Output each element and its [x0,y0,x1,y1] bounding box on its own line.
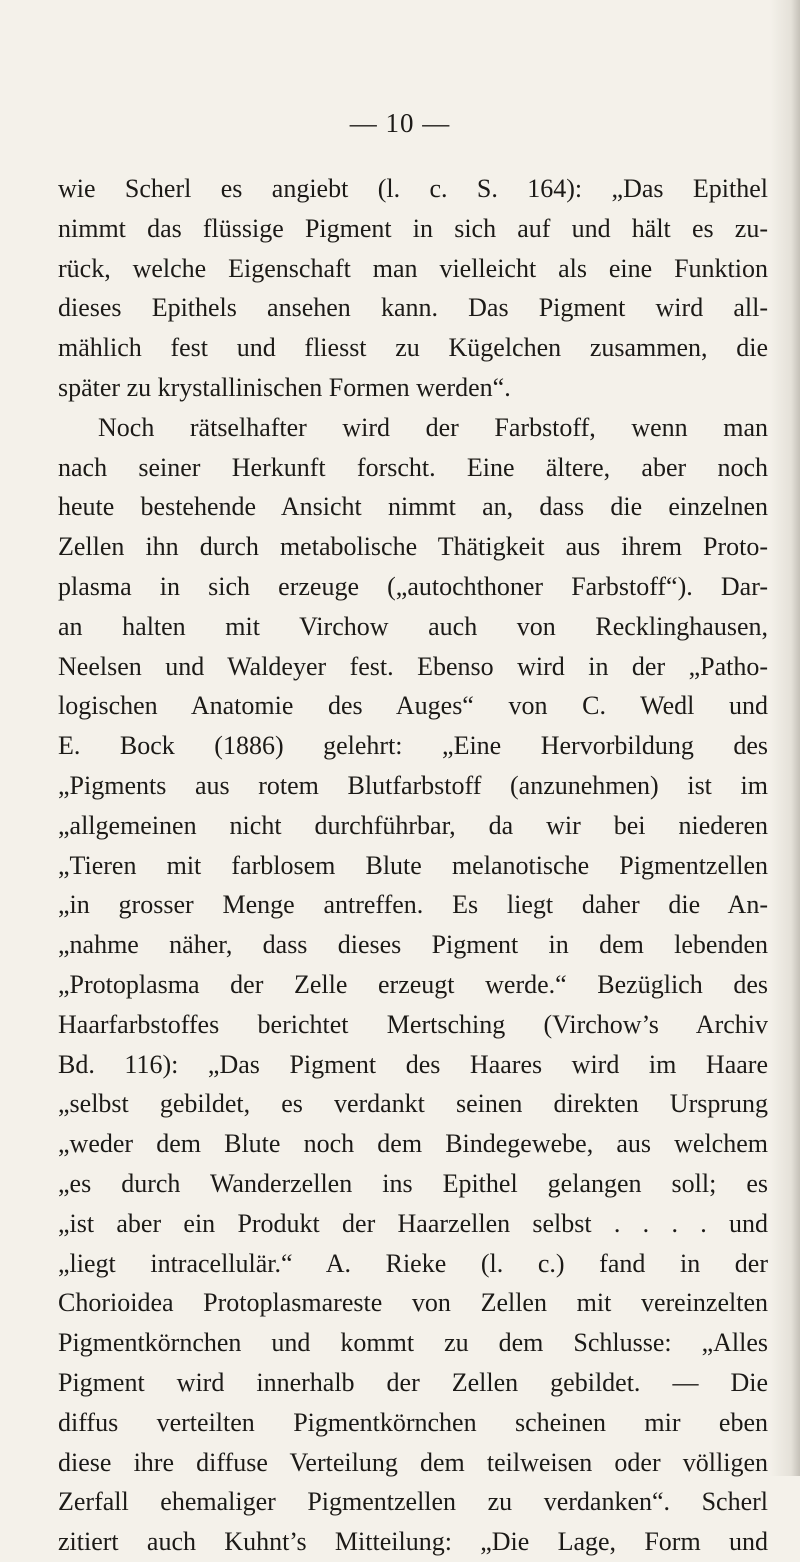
text-line: „ist aber ein Produkt der Haarzellen selbst . . . . und [58,1208,768,1238]
text-line: E. Bock (1886) gelehrt: „Eine Hervorbildung des [58,731,768,761]
text-line: rück, welche Eigenschaft man vielleicht als eine Funktion [58,253,768,283]
text-line: plasma in sich erzeuge („autochthoner Farbstoff“). Dar- [58,571,768,601]
body-text [58,169,768,1562]
page-edge-shadow [770,0,800,1476]
text-line: „in grosser Menge antreffen. Es liegt daher die An- [58,890,768,920]
text-line: „selbst gebildet, es verdankt seinen direkten Ursprung [58,1089,768,1119]
text-line: Zerfall ehemaliger Pigmentzellen zu verdanken“. Scherl [58,1487,768,1517]
text-line: zitiert auch Kuhnt’s Mitteilung: „Die Lage, Form und [58,1527,768,1557]
text-line: Bd. 116): „Das Pigment des Haares wird im Haare [58,1049,768,1079]
text-line: Zellen ihn durch metabolische Thätigkeit aus ihrem Proto- [58,532,768,562]
text-line: Chorioidea Protoplasmareste von Zellen mit vereinzelten [58,1288,768,1318]
text-line: an halten mit Virchow auch von Recklinghausen, [58,611,768,641]
page-number: — 10 — [349,108,451,138]
text-line: logischen Anatomie des Auges“ von C. Wedl und [58,691,768,721]
text-line: heute bestehende Ansicht nimmt an, dass die einzelnen [58,492,768,522]
text-line: Neelsen und Waldeyer fest. Ebenso wird in der „Patho- [58,651,768,681]
text-line: Pigment wird innerhalb der Zellen gebildet. — Die [58,1367,768,1397]
text-line: mählich fest und fliesst zu Kügelchen zusammen, die [58,333,768,363]
text-line: „allgemeinen nicht durchführbar, da wir bei niederen [58,810,768,840]
text-line: nach seiner Herkunft forscht. Eine ältere, aber noch [58,452,768,482]
text-line: Haarfarbstoffes berichtet Mertsching (Virchow’s Archiv [58,1009,768,1039]
text-line: „Pigments aus rotem Blutfarbstoff (anzunehmen) ist im [58,770,768,800]
text-line: diese ihre diffuse Verteilung dem teilweisen oder völligen [58,1447,768,1477]
text-line: Noch rätselhafter wird der Farbstoff, wenn man [98,412,768,442]
text-line: diffus verteilten Pigmentkörnchen scheinen mir eben [58,1407,768,1437]
text-line: „Protoplasma der Zelle erzeugt werde.“ Bezüglich des [58,969,768,999]
text-line: Pigmentkörnchen und kommt zu dem Schlusse: „Alles [58,1328,768,1358]
text-line: „Tieren mit farblosem Blute melanotische Pigmentzellen [58,850,768,880]
text-line: dieses Epithels ansehen kann. Das Pigment wird all- [58,293,768,323]
text-line: „nahme näher, dass dieses Pigment in dem lebenden [58,930,768,960]
text-line: „weder dem Blute noch dem Bindegewebe, aus welchem [58,1129,768,1159]
text-line: wie Scherl es angiebt (l. c. S. 164): „Das Epithel [58,174,768,203]
text-line: „liegt intracellulär.“ A. Rieke (l. c.) fand in der [58,1248,768,1278]
text-line: nimmt das flüssige Pigment in sich auf und hält es zu- [58,213,768,243]
text-line: „es durch Wanderzellen ins Epithel gelangen soll; es [58,1168,768,1198]
text-line: später zu krystallinischen Formen werden“. [58,372,511,402]
